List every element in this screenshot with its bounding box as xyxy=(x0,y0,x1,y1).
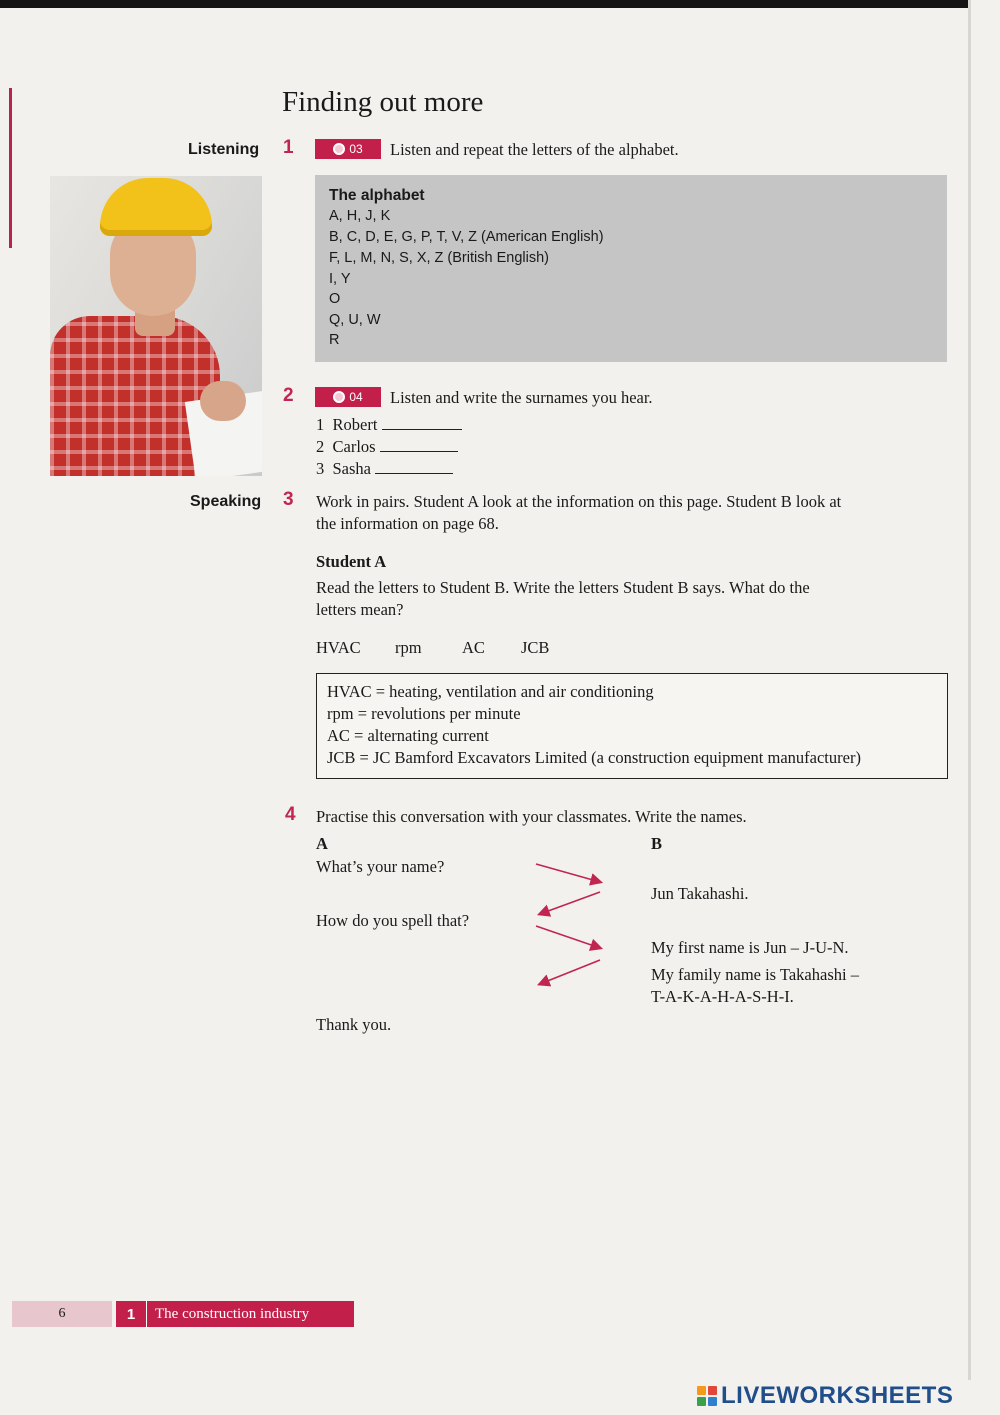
audio-track-number: 03 xyxy=(349,142,363,156)
speaker-b-line-3: My family name is Takahashi – xyxy=(651,965,859,984)
alphabet-line: A, H, J, K xyxy=(329,208,391,224)
exercise-3-number: 3 xyxy=(283,489,294,510)
list-item: 1 Robert xyxy=(316,414,462,436)
speaker-a-line-2: How do you spell that? xyxy=(316,911,470,930)
abbreviation-hvac: HVAC xyxy=(316,638,361,657)
speaker-b-line-1: Jun Takahashi. xyxy=(651,884,749,903)
top-edge-bar xyxy=(0,0,970,8)
exercise-2-number: 2 xyxy=(283,385,294,406)
alphabet-line: I, Y xyxy=(329,271,351,287)
abbreviation-ac: AC xyxy=(462,638,485,657)
surname-blank-2[interactable] xyxy=(380,437,458,452)
abbreviation-jcb: JCB xyxy=(521,638,550,657)
exercise-1-number: 1 xyxy=(283,137,294,158)
exercise-3-line-1: Work in pairs. Student A look at the information on this page. Student B look at xyxy=(316,492,842,511)
exercise-1-instruction: Listen and repeat the letters of the alphabet. xyxy=(390,140,679,159)
student-a-heading: Student A xyxy=(316,552,387,571)
definition-line: HVAC = heating, ventilation and air conditioning xyxy=(327,682,654,701)
student-a-instruction-1: Read the letters to Student B. Write the letters Student B says. What do the xyxy=(316,578,810,597)
exercise-4-number: 4 xyxy=(285,804,296,825)
alphabet-box xyxy=(315,175,947,362)
section-label-listening: Listening xyxy=(188,141,260,158)
speaker-b-line-2: My first name is Jun – J-U-N. xyxy=(651,938,849,957)
page-title: Finding out more xyxy=(282,86,484,118)
section-label-speaking: Speaking xyxy=(190,493,262,510)
speaker-a-line-3: Thank you. xyxy=(316,1015,392,1034)
conversation-arrows xyxy=(530,856,610,996)
logo-text: LIVEWORKSHEETS xyxy=(721,1382,954,1409)
liveworksheets-logo[interactable] xyxy=(697,1383,953,1409)
speaker-a-line-1: What’s your name? xyxy=(316,857,445,876)
cd-icon xyxy=(333,391,345,403)
alphabet-heading: The alphabet xyxy=(329,187,425,204)
audio-track-03-button[interactable] xyxy=(315,139,381,159)
cd-icon xyxy=(333,143,345,155)
page-number: 6 xyxy=(12,1301,112,1327)
page-left-marker xyxy=(9,88,12,248)
arrow-icon xyxy=(540,892,600,914)
list-item: 2 Carlos xyxy=(316,436,458,458)
arrow-icon xyxy=(536,864,600,882)
student-a-instruction-2: letters mean? xyxy=(316,600,404,619)
alphabet-line: Q, U, W xyxy=(329,312,381,328)
unit-number: 1 xyxy=(126,1305,136,1323)
alphabet-line: F, L, M, N, S, X, Z (British English) xyxy=(329,250,549,266)
page-right-edge xyxy=(968,0,971,1380)
definitions-box xyxy=(316,673,948,779)
audio-track-number: 04 xyxy=(349,390,363,404)
construction-worker-photo xyxy=(50,176,262,476)
arrow-icon xyxy=(540,960,600,984)
alphabet-line: R xyxy=(329,332,340,348)
column-b-label: B xyxy=(651,834,663,853)
arrow-icon xyxy=(536,926,600,948)
column-a-label: A xyxy=(316,834,328,853)
alphabet-line: O xyxy=(329,291,341,307)
exercise-2-instruction: Listen and write the surnames you hear. xyxy=(390,388,653,407)
audio-track-04-button[interactable] xyxy=(315,387,381,407)
definition-line: rpm = revolutions per minute xyxy=(327,704,521,723)
definition-line: AC = alternating current xyxy=(327,726,489,745)
abbreviation-rpm: rpm xyxy=(395,638,422,657)
definition-line: JCB = JC Bamford Excavators Limited (a construction equipment manufacturer) xyxy=(327,748,861,767)
speaker-b-line-4: T-A-K-A-H-A-S-H-I. xyxy=(651,987,794,1006)
exercise-3-line-2: the information on page 68. xyxy=(316,514,499,533)
surname-blank-3[interactable] xyxy=(375,459,453,474)
alphabet-line: B, C, D, E, G, P, T, V, Z (American English) xyxy=(329,229,604,245)
unit-title: The construction industry xyxy=(155,1305,310,1322)
list-item: 3 Sasha xyxy=(316,458,453,480)
surname-blank-1[interactable] xyxy=(382,415,462,430)
unit-tag xyxy=(116,1301,354,1327)
exercise-4-instruction: Practise this conversation with your classmates. Write the names. xyxy=(316,807,747,826)
logo-blocks-icon xyxy=(697,1386,717,1406)
